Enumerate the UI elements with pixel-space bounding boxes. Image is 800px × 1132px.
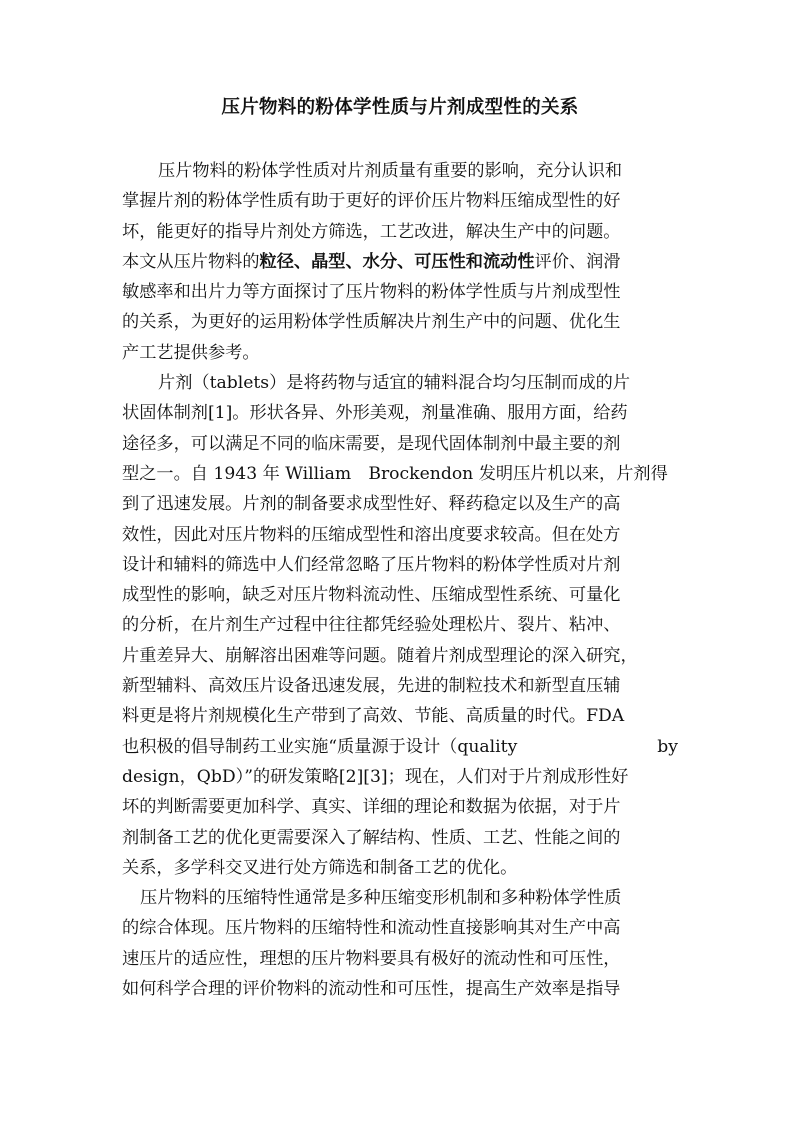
paragraph-line: 效性，因此对压片物料的压缩成型性和溶出度要求较高。但在处方 [122,524,621,545]
paragraph-line: 设计和辅料的筛选中人们经常忽略了压片物料的粉体学性质对片剂 [122,554,621,575]
line-text: 评价、润滑 [534,251,621,272]
paragraph-line: 状固体制剂[1]。形状各异、外形美观，剂量准确、服用方面，给药 [122,403,628,424]
paragraph-line: 坏，能更好的指导片剂处方筛选，工艺改进，解决生产中的问题。 [122,221,621,242]
paragraph-line: 的综合体现。压片物料的压缩特性和流动性直接影响其对生产中高 [122,918,621,939]
paragraph-line: 压片物料的压缩特性通常是多种压缩变形机制和多种粉体学性质 [140,888,622,909]
compression-paragraph [122,883,678,1004]
document-body [122,156,678,1004]
document-page [122,0,678,1004]
paragraph-line: 片剂（tablets）是将药物与适宜的辅料混合均匀压制而成的片 [158,373,631,394]
paragraph-line: 成型性的影响，缺乏对压片物料流动性、压缩成型性系统、可量化 [122,585,621,606]
paragraph-line: 剂制备工艺的优化更需要深入了解结构、性质、工艺、性能之间的 [122,827,621,848]
paragraph-line: 料更是将片剂规模化生产带到了高效、节能、高质量的时代。FDA [122,706,625,727]
paragraph-line: 途径多，可以满足不同的临床需要，是现代固体制剂中最主要的剂 [122,433,621,454]
paragraph-line: design，QbD）”的研发策略[2][3]；现在，人们对于片剂成形性好 [122,766,629,787]
line-text: 也积极的倡导制药工业实施“质量源于设计（quality [122,736,518,757]
intro-paragraph [122,156,678,368]
paragraph-line: 的分析，在片剂生产过程中往往都凭经验处理松片、裂片、粘冲、 [122,615,621,636]
paragraph-line: 关系，多学科交叉进行处方筛选和制备工艺的优化。 [122,857,518,878]
paragraph-line: 如何科学合理的评价物料的流动性和可压性，提高生产效率是指导 [122,979,621,1000]
paragraph-line: 片重差异大、崩解溶出困难等问题。随着片剂成型理论的深入研究， [122,645,638,666]
paragraph-line: 产工艺提供参考。 [122,342,260,363]
paragraph-line: 的关系，为更好的运用粉体学性质解决片剂生产中的问题、优化生 [122,312,621,333]
document-title: 压片物料的粉体学性质与片剂成型性的关系 [221,97,579,118]
tablets-paragraph [122,368,678,883]
line-text: by [657,736,678,757]
paragraph-line: 压片物料的粉体学性质对片剂质量有重要的影响，充分认识和 [158,161,623,181]
paragraph-line [122,247,678,277]
paragraph-line: 坏的判断需要更加科学、真实、详细的理论和数据为依据，对于片 [122,797,621,818]
paragraph-line: 型之一。自 1943 年 William Brockendon 发明压片机以来，片剂得 [122,463,668,484]
bold-keywords: 粒径、晶型、水分、可压性和流动性 [259,251,535,272]
paragraph-line: 新型辅料、高效压片设备迅速发展，先进的制粒技术和新型直压辅 [122,676,621,697]
paragraph-line: 敏感率和出片力等方面探讨了压片物料的粉体学性质与片剂成型性 [122,282,621,303]
paragraph-line: 到了迅速发展。片剂的制备要求成型性好、释药稳定以及生产的高 [122,494,621,515]
line-text: 本文从压片物料的 [122,251,260,272]
paragraph-line [122,732,678,762]
paragraph-line: 速压片的适应性，理想的压片物料要具有极好的流动性和可压性， [122,948,621,969]
paragraph-line: 掌握片剂的粉体学性质有助于更好的评价压片物料压缩成型性的好 [122,191,621,212]
